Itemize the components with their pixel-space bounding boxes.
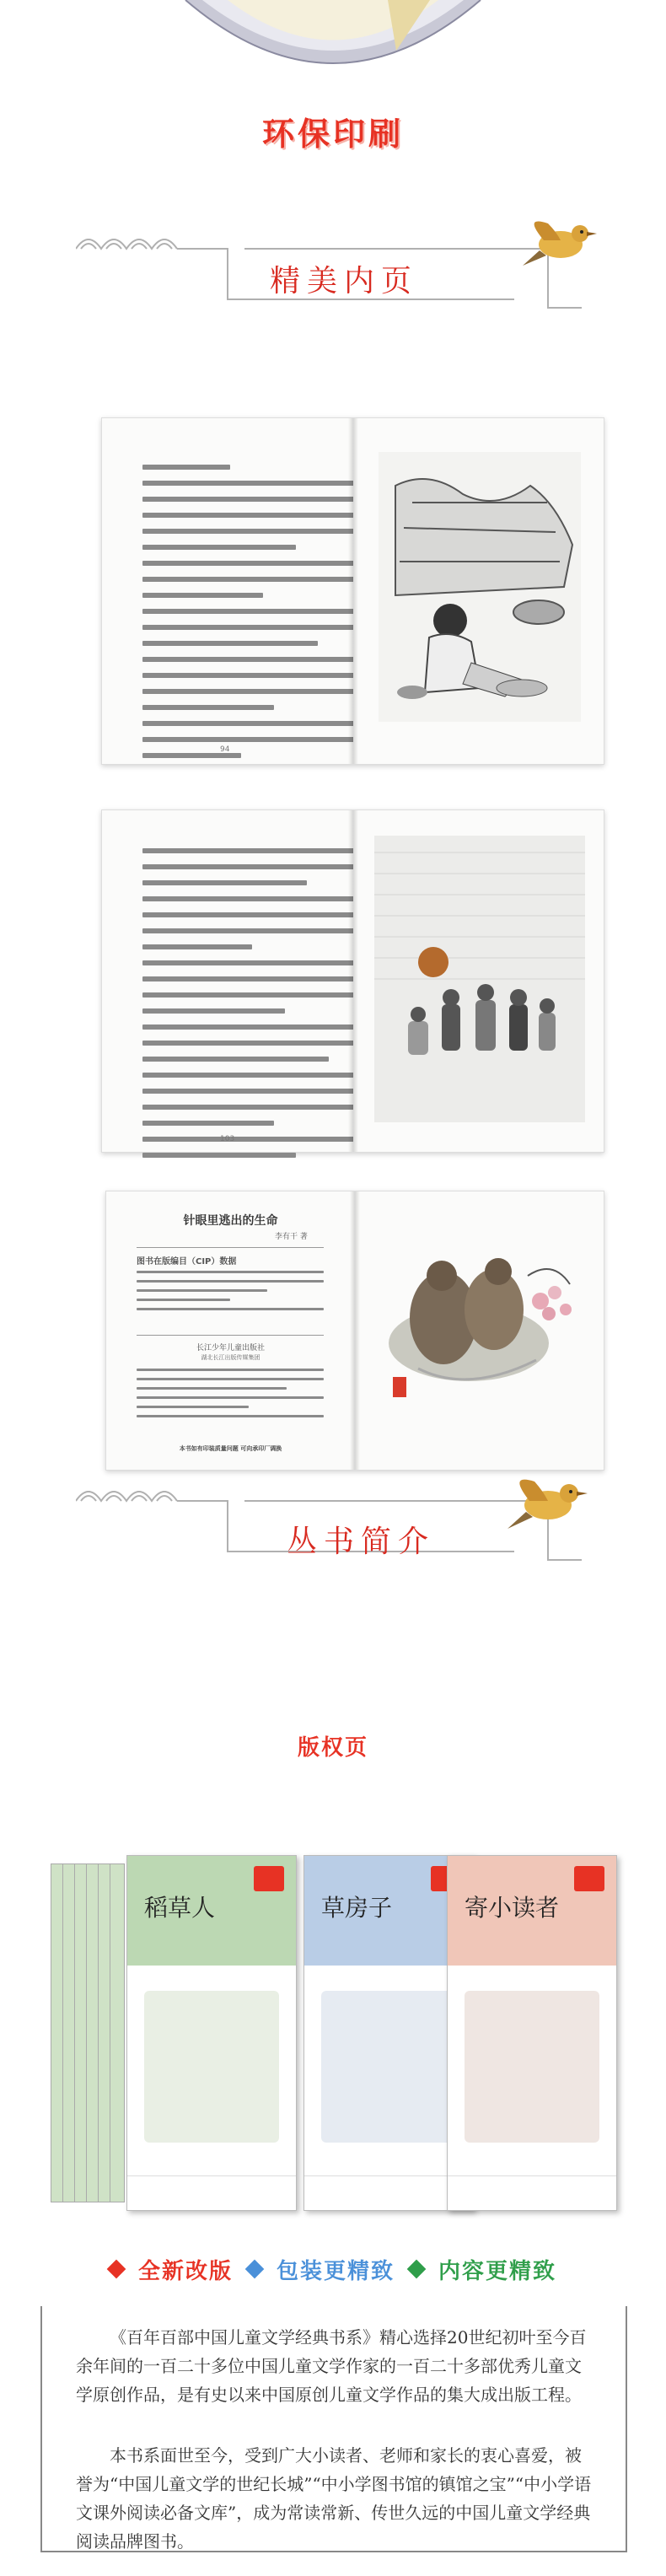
book-series-display: [51, 1830, 624, 2218]
page-number: 94: [220, 745, 230, 754]
eco-printing-title: 环保印刷: [261, 116, 404, 153]
book-title: 针眼里逃出的生命: [183, 1214, 278, 1228]
intro-paragraph-1: 《百年百部中国儿童文学经典书系》精心选择20世纪初叶至今百余年间的一百二十多位中国儿童文学作家的一百二十多部优秀儿童文学原创作品，是有史以来中国原创儿童文学作品的集大成出版工程。: [76, 2327, 587, 2405]
text-lines: [142, 848, 362, 1169]
book-cover-1: [126, 1855, 297, 2211]
intro-paragraph-2: 本书系面世至今，受到广大小读者、老师和家长的衷心喜爱，被誉为“中国儿童文学的世纪长城”“中小学图书馆的镇馆之宝”“中小学语文课外阅读必备文库”，成为常读常新、传世久远的中国儿童文学经典阅读品牌图书。: [76, 2445, 592, 2552]
monkeys-painting-illustration: [368, 1225, 587, 1419]
book-spread-1: [101, 417, 604, 765]
text-lines: [142, 465, 362, 769]
section-title: 丛书简介: [287, 1525, 436, 1559]
page-number: 103: [220, 1135, 235, 1143]
section-header-series: [76, 1467, 599, 1585]
series-intro-box: [40, 2306, 627, 2552]
bird-icon: [497, 1463, 590, 1539]
villagers-illustration: [374, 836, 585, 1122]
bird-icon: [514, 207, 599, 274]
copyright-page-caption: 版权页: [297, 1735, 368, 1761]
publisher-sub: 湖北长江出版传媒集团: [201, 1354, 260, 1361]
diamond-icon: [107, 2260, 126, 2279]
paper-stack-image: [177, 0, 489, 84]
author: 李有干 著: [275, 1233, 308, 1241]
book-spread-2: [101, 809, 604, 1153]
illustration-page: [355, 1191, 604, 1470]
imprint-lines: [137, 1369, 324, 1424]
slogan-2: 包装更精致: [276, 2258, 395, 2284]
section-title: 精美内页: [270, 264, 419, 298]
cip-label: 图书在版编目（CIP）数据: [137, 1257, 237, 1266]
slogan-1: 全新改版: [137, 2258, 233, 2284]
diamond-icon: [245, 2260, 265, 2279]
publisher: 长江少年儿童出版社: [196, 1344, 265, 1353]
series-logo-icon: [574, 1866, 604, 1891]
slogan-3: 内容更精致: [438, 2258, 557, 2284]
copyright-page: [106, 1191, 355, 1470]
boy-sitting-illustration: [379, 452, 581, 722]
diamond-icon: [407, 2260, 427, 2279]
section-header-fine-pages: [76, 215, 599, 333]
cip-text-lines: [137, 1271, 324, 1326]
book-cover-3: [447, 1855, 617, 2211]
quality-notice: 本书如有印装质量问题 可向承印厂调换: [179, 1445, 282, 1452]
illustration-page: [353, 810, 604, 1152]
illustration-page: [353, 418, 604, 764]
copyright-spread: [105, 1191, 604, 1471]
series-logo-icon: [254, 1866, 284, 1891]
text-page: [102, 418, 353, 764]
slogan-row: [34, 2249, 632, 2289]
text-page: [102, 810, 353, 1152]
book-title: 草房子: [321, 1894, 393, 1922]
book-title: 稻草人: [144, 1894, 216, 1922]
book-title: 寄小读者: [465, 1894, 560, 1922]
